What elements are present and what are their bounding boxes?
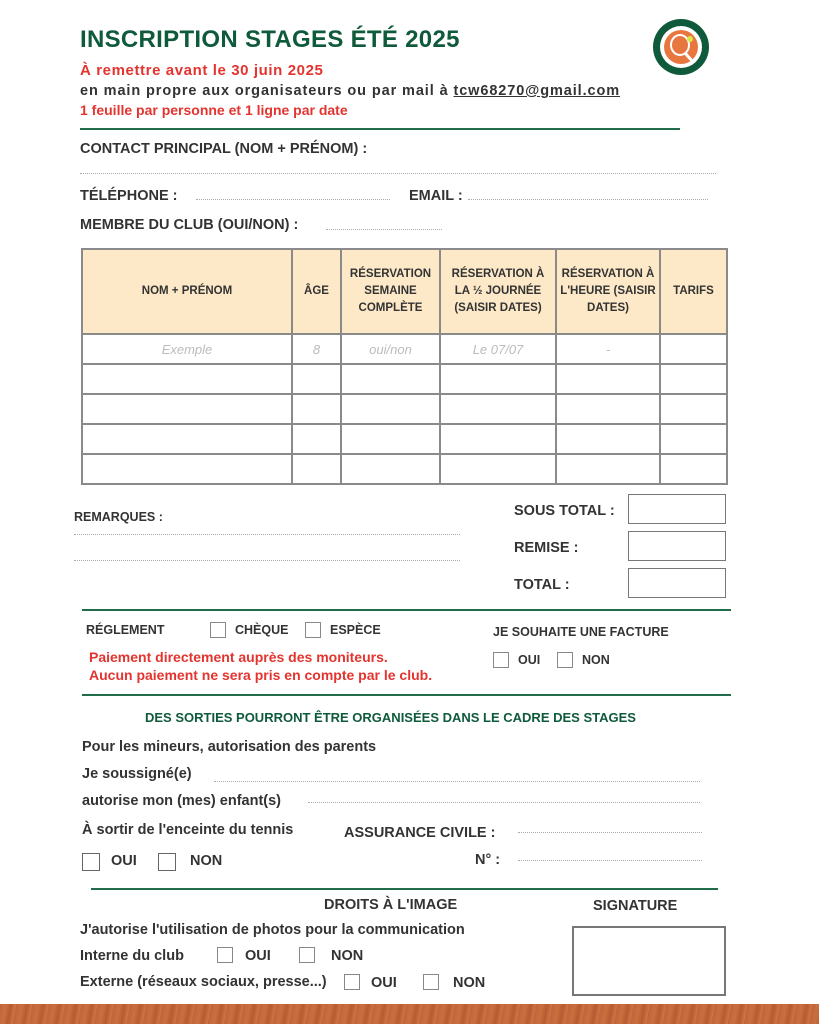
- outing-yes-label: OUI: [111, 853, 137, 869]
- column-header-rates: TARIFS: [660, 249, 727, 334]
- table-cell[interactable]: [440, 394, 556, 424]
- internal-no-checkbox[interactable]: [299, 947, 315, 963]
- outing-no-checkbox[interactable]: [158, 853, 176, 871]
- external-label: Externe (réseaux sociaux, presse...): [80, 974, 327, 990]
- authorize-label: autorise mon (mes) enfant(s): [82, 793, 281, 809]
- table-cell[interactable]: [82, 454, 292, 484]
- table-cell[interactable]: [556, 424, 660, 454]
- external-yes-label: OUI: [371, 975, 397, 991]
- insurance-field[interactable]: [518, 832, 702, 833]
- page-title: INSCRIPTION STAGES ÉTÉ 2025: [80, 26, 460, 53]
- insurance-number-label: N° :: [475, 852, 501, 868]
- table-cell[interactable]: [292, 424, 341, 454]
- table-cell[interactable]: [82, 394, 292, 424]
- outing-no-label: NON: [190, 853, 223, 869]
- payment-note-line-2: Aucun paiement ne sera pris en compte par le club.: [89, 667, 433, 683]
- invoice-yes-label: OUI: [518, 653, 541, 667]
- total-field[interactable]: [628, 568, 726, 598]
- outings-heading: DES SORTIES POURRONT ÊTRE ORGANISÉES DANS LE CADRE DES STAGES: [145, 710, 636, 725]
- email-label: EMAIL :: [409, 188, 463, 204]
- table-row: [82, 364, 727, 394]
- email-link[interactable]: tcw68270@gmail.com: [453, 83, 621, 99]
- column-header-name: NOM + PRÉNOM: [82, 249, 292, 334]
- table-cell[interactable]: [292, 394, 341, 424]
- check-label: CHÈQUE: [235, 623, 289, 637]
- section-divider: [91, 888, 718, 890]
- email-field[interactable]: [468, 199, 708, 200]
- table-cell[interactable]: [660, 424, 727, 454]
- table-cell[interactable]: 8: [292, 334, 341, 364]
- table-cell[interactable]: [660, 334, 727, 364]
- external-no-label: NON: [453, 975, 486, 991]
- member-label: MEMBRE DU CLUB (OUI/NON) :: [80, 217, 299, 233]
- invoice-no-checkbox[interactable]: [557, 652, 573, 668]
- one-sheet-note: 1 feuille par personne et 1 ligne par date: [80, 102, 348, 118]
- table-cell[interactable]: [341, 454, 440, 484]
- internal-no-label: NON: [331, 948, 364, 964]
- outing-yes-checkbox[interactable]: [82, 853, 100, 871]
- minors-text: Pour les mineurs, autorisation des parents: [82, 739, 377, 755]
- payment-label: RÉGLEMENT: [86, 623, 165, 637]
- table-cell[interactable]: [556, 454, 660, 484]
- check-checkbox[interactable]: [210, 622, 226, 638]
- internal-yes-label: OUI: [245, 948, 271, 964]
- leave-premises-label: À sortir de l'enceinte du tennis: [82, 822, 294, 838]
- column-header-hourly: RÉSERVATION À L'HEURE (SAISIR DATES): [556, 249, 660, 334]
- column-header-full-week: RÉSERVATION SEMAINE COMPLÈTE: [341, 249, 440, 334]
- signature-label: SIGNATURE: [593, 898, 678, 914]
- table-cell[interactable]: [660, 394, 727, 424]
- invoice-no-label: NON: [582, 653, 610, 667]
- cash-checkbox[interactable]: [305, 622, 321, 638]
- table-cell[interactable]: -: [556, 334, 660, 364]
- table-cell[interactable]: [341, 424, 440, 454]
- cash-label: ESPÈCE: [330, 623, 381, 637]
- table-cell[interactable]: Exemple: [82, 334, 292, 364]
- table-header-row: [82, 249, 727, 334]
- insurance-label: ASSURANCE CIVILE :: [344, 825, 496, 841]
- section-divider: [82, 694, 731, 696]
- table-cell[interactable]: [660, 364, 727, 394]
- table-row: [82, 424, 727, 454]
- delivery-prefix: en main propre aux organisateurs ou par mail à: [80, 83, 454, 99]
- subtotal-field[interactable]: [628, 494, 726, 524]
- signature-box[interactable]: [572, 926, 726, 996]
- delivery-text: [80, 83, 620, 99]
- external-no-checkbox[interactable]: [423, 974, 439, 990]
- subtotal-label: SOUS TOTAL :: [514, 503, 615, 519]
- table-cell[interactable]: [660, 454, 727, 484]
- table-cell[interactable]: [440, 424, 556, 454]
- table-cell[interactable]: [82, 364, 292, 394]
- member-field[interactable]: [326, 229, 442, 230]
- column-header-age: ÂGE: [292, 249, 341, 334]
- table-cell[interactable]: [341, 394, 440, 424]
- deadline-text: À remettre avant le 30 juin 2025: [80, 62, 324, 79]
- external-yes-checkbox[interactable]: [344, 974, 360, 990]
- remarks-field-line-2[interactable]: [74, 560, 460, 561]
- phone-label: TÉLÉPHONE :: [80, 188, 178, 204]
- remarks-field-line-1[interactable]: [74, 534, 460, 535]
- table-cell[interactable]: [82, 424, 292, 454]
- internal-label: Interne du club: [80, 948, 184, 964]
- total-label: TOTAL :: [514, 577, 570, 593]
- table-row: [82, 394, 727, 424]
- table-cell[interactable]: Le 07/07: [440, 334, 556, 364]
- clay-court-footer: [0, 1004, 819, 1024]
- table-cell[interactable]: [440, 454, 556, 484]
- column-header-half-day: RÉSERVATION À LA ½ JOURNÉE (SAISIR DATES): [440, 249, 556, 334]
- table-cell[interactable]: [440, 364, 556, 394]
- table-row: [82, 454, 727, 484]
- table-cell[interactable]: [341, 364, 440, 394]
- image-rights-text: J'autorise l'utilisation de photos pour la communication: [80, 922, 465, 938]
- phone-field[interactable]: [196, 199, 390, 200]
- main-contact-label: CONTACT PRINCIPAL (NOM + PRÉNOM) :: [80, 141, 368, 157]
- remarks-label: REMARQUES :: [74, 510, 163, 524]
- invoice-label: JE SOUHAITE UNE FACTURE: [493, 625, 669, 639]
- table-cell[interactable]: [556, 394, 660, 424]
- reservation-table: [81, 248, 728, 485]
- table-cell[interactable]: oui/non: [341, 334, 440, 364]
- table-cell[interactable]: [292, 364, 341, 394]
- tennis-club-logo-icon: [652, 18, 710, 76]
- table-cell[interactable]: [292, 454, 341, 484]
- image-rights-heading: DROITS À L'IMAGE: [324, 897, 458, 913]
- children-field[interactable]: [308, 802, 700, 803]
- internal-yes-checkbox[interactable]: [217, 947, 233, 963]
- main-contact-field[interactable]: [80, 173, 716, 174]
- table-cell[interactable]: [556, 364, 660, 394]
- discount-field[interactable]: [628, 531, 726, 561]
- discount-label: REMISE :: [514, 540, 579, 556]
- undersigned-label: Je soussigné(e): [82, 766, 192, 782]
- invoice-yes-checkbox[interactable]: [493, 652, 509, 668]
- payment-note-line-1: Paiement directement auprès des moniteurs.: [89, 649, 388, 665]
- section-divider: [82, 609, 731, 611]
- undersigned-field[interactable]: [214, 781, 700, 782]
- table-row-example: [82, 334, 727, 364]
- header-divider: [80, 128, 680, 130]
- insurance-number-field[interactable]: [518, 860, 702, 861]
